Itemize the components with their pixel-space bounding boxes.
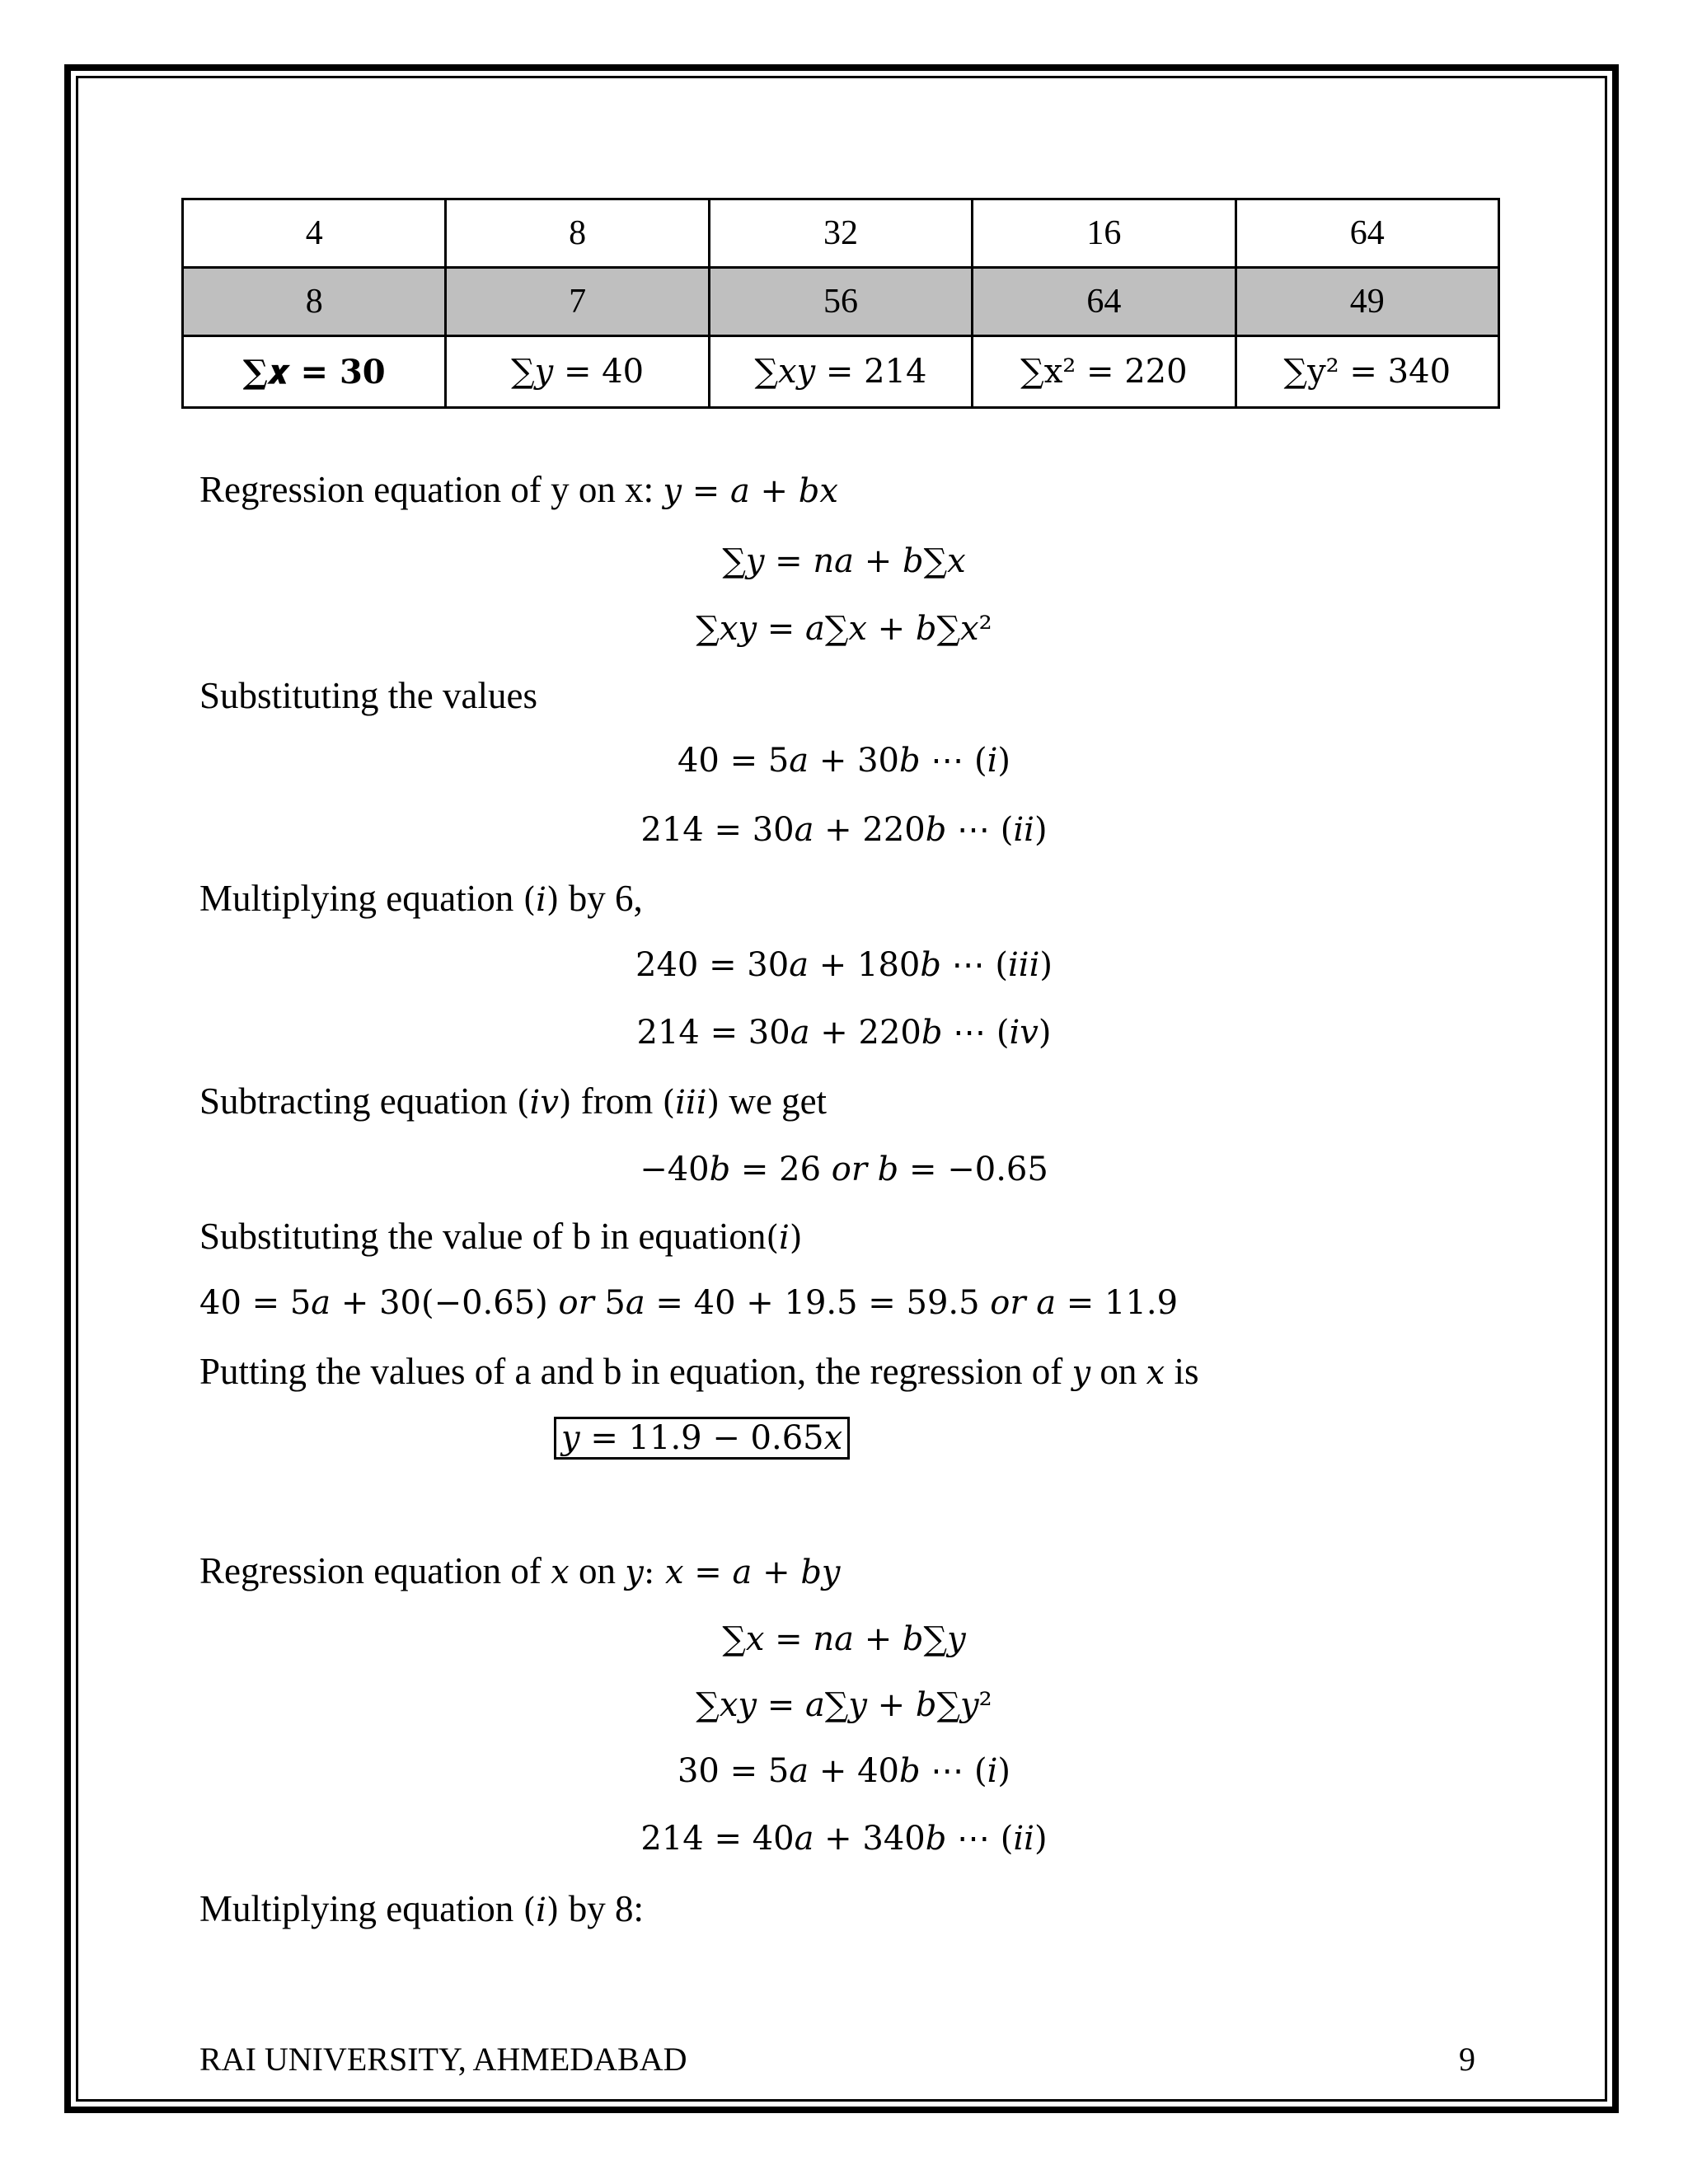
table-cell: 4 [183, 199, 446, 268]
normal-equation-2: ∑𝑥𝑦 = 𝑎∑𝑥 + 𝑏∑𝑥² [696, 610, 992, 648]
equation-iii: 240 = 30𝑎 + 180𝑏 ⋯ (𝑖𝑖𝑖) [635, 946, 1053, 984]
table-cell: 56 [709, 268, 972, 336]
regression-x-on-y-heading: Regression equation of 𝑥 on 𝑦: 𝑥 = 𝑎 + 𝑏𝑦 [199, 1550, 841, 1591]
sum-xy-cell: ∑𝑥𝑦 = 214 [709, 336, 972, 408]
result-b: −40𝑏 = 26 𝑜𝑟 𝑏 = −0.65 [640, 1151, 1048, 1188]
regression-y-on-x-heading: Regression equation of y on x: 𝑦 = 𝑎 + 𝑏𝑥 [199, 469, 838, 510]
equation-i: 40 = 5𝑎 + 30𝑏 ⋯ (𝑖) [677, 742, 1011, 780]
equation-x-i: 30 = 5𝑎 + 40𝑏 ⋯ (𝑖) [677, 1752, 1011, 1790]
data-table [181, 198, 1500, 409]
boxed-result-y-on-x: 𝑦 = 11.9 − 0.65𝑥 [554, 1419, 850, 1457]
table-row [183, 268, 1499, 336]
sum-x-cell: ∑𝒙 = 𝟑𝟎 [183, 336, 446, 408]
result-a: 40 = 5𝑎 + 30(−0.65) 𝑜𝑟 5𝑎 = 40 + 19.5 = 59.5 𝑜𝑟 𝑎 = 11.9 [199, 1284, 1179, 1322]
text-substituting-b: Substituting the value of b in equation(𝑖) [199, 1216, 803, 1257]
equation-ii: 214 = 30𝑎 + 220𝑏 ⋯ (𝑖𝑖) [640, 811, 1048, 849]
sum-y-cell: ∑𝑦 = 40 [446, 336, 709, 408]
sum-y2-cell: ∑y² = 340 [1236, 336, 1498, 408]
footer-institution: RAI UNIVERSITY, AHMEDABAD [199, 2041, 687, 2078]
table-cell: 7 [446, 268, 709, 336]
equation-iv: 214 = 30𝑎 + 220𝑏 ⋯ (𝑖𝑣) [636, 1014, 1052, 1052]
sum-x2-cell: ∑x² = 220 [973, 336, 1236, 408]
normal-equation-4: ∑𝑥𝑦 = 𝑎∑𝑦 + 𝑏∑𝑦² [696, 1686, 992, 1724]
table-row [183, 199, 1499, 268]
table-sum-row [183, 336, 1499, 408]
text-subtracting: Subtracting equation (𝑖𝑣) from (𝑖𝑖𝑖) we get [199, 1080, 828, 1122]
equation-x-ii: 214 = 40𝑎 + 340𝑏 ⋯ (𝑖𝑖) [640, 1820, 1048, 1858]
footer-page-number: 9 [1459, 2041, 1475, 2078]
text-multiplying-by-8: Multiplying equation (𝑖) by 8: [199, 1888, 645, 1929]
table-cell: 32 [709, 199, 972, 268]
normal-equation-3: ∑𝑥 = 𝑛𝑎 + 𝑏∑𝑦 [722, 1620, 966, 1658]
table-cell: 16 [973, 199, 1236, 268]
table-cell: 64 [1236, 199, 1498, 268]
table-cell: 8 [446, 199, 709, 268]
table-cell: 64 [973, 268, 1236, 336]
text-substituting: Substituting the values [199, 675, 537, 716]
text-putting-values: Putting the values of a and b in equation, the regression of 𝑦 on 𝑥 is [199, 1351, 1199, 1392]
normal-equation-1: ∑𝑦 = 𝑛𝑎 + 𝑏∑𝑥 [722, 542, 966, 580]
text-multiplying-by-6: Multiplying equation (𝑖) by 6, [199, 878, 643, 919]
table-cell: 8 [183, 268, 446, 336]
table-cell: 49 [1236, 268, 1498, 336]
